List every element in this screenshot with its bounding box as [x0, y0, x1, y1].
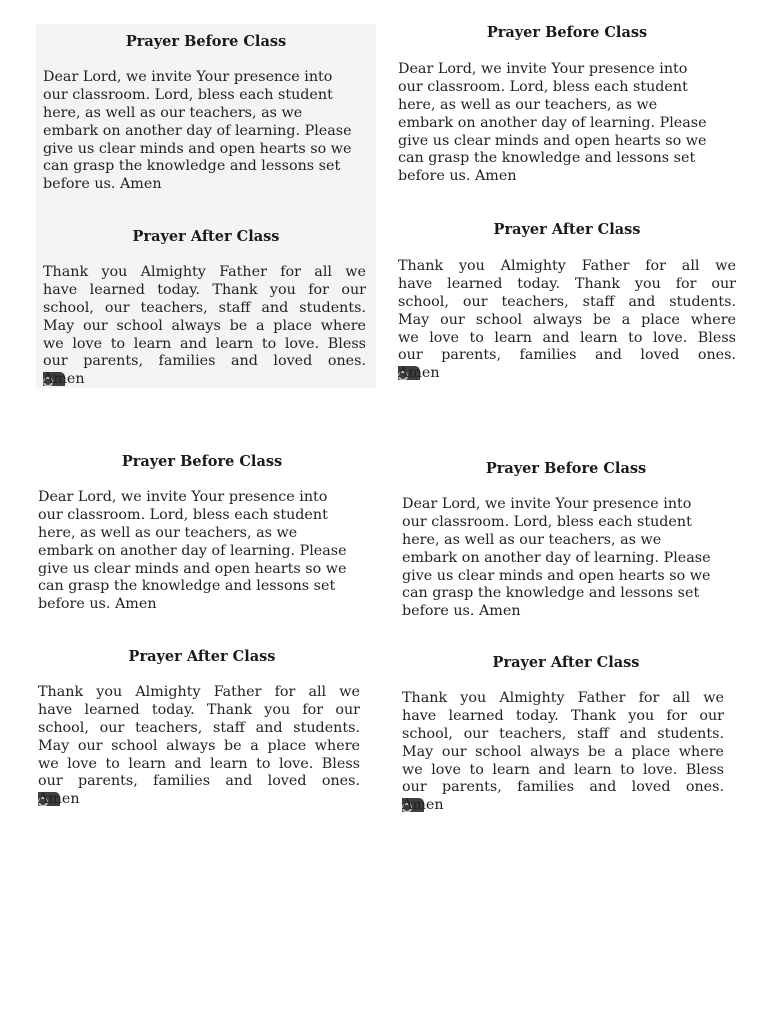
prayer-before-class-title: Prayer Before Class	[121, 453, 283, 470]
text-line: have learned today. Thank you for our	[43, 281, 366, 298]
prayer-after-class-text	[38, 684, 360, 809]
text-line: have learned today. Thank you for our	[38, 701, 360, 718]
text-line: give us clear minds and open hearts so we	[43, 140, 352, 157]
text-line: we love to learn and learn to love. Bless	[38, 755, 360, 772]
prayer-card-bottom-left	[32, 444, 372, 812]
text-line: here, as well as our teachers, as we	[38, 524, 298, 541]
amen-line	[402, 797, 724, 815]
text-line: embark on another day of learning. Please	[402, 549, 711, 566]
text-line: Thank you Almighty Father for all we	[43, 264, 366, 280]
text-line: May our school always be a place where	[398, 311, 736, 328]
text-line: give us clear minds and open hearts so we	[38, 560, 347, 577]
text-line: embark on another day of learning. Please	[43, 122, 352, 139]
amen-text: Amen	[43, 371, 85, 388]
text-line: our parents, families and loved ones.	[38, 773, 360, 790]
text-line: May our school always be a place where	[38, 737, 360, 754]
amen-line	[38, 791, 360, 809]
text-line: here, as well as our teachers, as we	[398, 96, 658, 113]
prayer-after-class-title: Prayer After Class	[493, 221, 641, 238]
prayer-card-top-right	[392, 16, 742, 388]
text-line: May our school always be a place where	[43, 317, 366, 334]
text-line: our parents, families and loved ones.	[398, 347, 736, 364]
text-line: school, our teachers, staff and students.	[398, 293, 736, 310]
text-line: Thank you Almighty Father for all we	[402, 690, 724, 706]
prayer-before-class-text	[38, 489, 368, 614]
text-line: before us. Amen	[43, 176, 162, 193]
prayer-after-class-text	[398, 258, 736, 383]
text-line: here, as well as our teachers, as we	[402, 531, 662, 548]
prayer-after-class-title: Prayer After Class	[492, 654, 640, 671]
text-line: Dear Lord, we invite Your presence into	[398, 61, 688, 77]
text-line: embark on another day of learning. Please	[38, 542, 347, 559]
prayer-before-class-text	[398, 61, 738, 186]
amen-text: Amen	[38, 791, 80, 808]
text-line: embark on another day of learning. Please	[398, 114, 707, 131]
text-line: can grasp the knowledge and lessons set	[43, 158, 341, 175]
prayer-card-bottom-right	[396, 452, 736, 822]
text-line: Dear Lord, we invite Your presence into	[38, 489, 328, 505]
text-line: Thank you Almighty Father for all we	[38, 684, 360, 700]
text-line: Dear Lord, we invite Your presence into	[402, 496, 692, 512]
text-line: can grasp the knowledge and lessons set	[398, 150, 696, 167]
text-line: May our school always be a place where	[402, 743, 724, 760]
text-line: give us clear minds and open hearts so we	[398, 132, 707, 149]
amen-line	[398, 365, 736, 383]
text-line: have learned today. Thank you for our	[398, 275, 736, 292]
amen-text: Amen	[398, 365, 440, 382]
prayer-after-class-text	[43, 264, 366, 389]
text-line: can grasp the knowledge and lessons set	[38, 578, 336, 595]
prayer-before-class-text	[402, 496, 732, 621]
prayer-before-class-title: Prayer Before Class	[485, 460, 647, 477]
prayer-before-class-title: Prayer Before Class	[125, 33, 287, 50]
text-line: our parents, families and loved ones.	[402, 779, 724, 796]
text-line: before us. Amen	[402, 603, 521, 620]
text-line: give us clear minds and open hearts so we	[402, 567, 711, 584]
prayer-before-class-text	[43, 69, 371, 194]
amen-text: Amen	[402, 797, 444, 814]
text-line: school, our teachers, staff and students.	[43, 299, 366, 316]
text-line: we love to learn and learn to love. Bless	[398, 329, 736, 346]
text-line: our classroom. Lord, bless each student	[402, 513, 692, 530]
prayer-card-top-left	[36, 24, 376, 388]
text-line: here, as well as our teachers, as we	[43, 104, 303, 121]
text-line: our classroom. Lord, bless each student	[398, 78, 688, 95]
text-line: Dear Lord, we invite Your presence into	[43, 69, 333, 85]
prayer-before-class-title: Prayer Before Class	[486, 24, 648, 41]
text-line: our parents, families and loved ones.	[43, 353, 366, 370]
text-line: before us. Amen	[398, 168, 517, 185]
text-line: we love to learn and learn to love. Bless	[402, 761, 724, 778]
text-line: before us. Amen	[38, 596, 157, 613]
text-line: we love to learn and learn to love. Bless	[43, 335, 366, 352]
prayer-after-class-text	[402, 690, 724, 815]
amen-line	[43, 371, 366, 389]
text-line: school, our teachers, staff and students.	[38, 719, 360, 736]
prayer-after-class-title: Prayer After Class	[128, 648, 276, 665]
text-line: school, our teachers, staff and students.	[402, 725, 724, 742]
text-line: our classroom. Lord, bless each student	[38, 506, 328, 523]
text-line: our classroom. Lord, bless each student	[43, 86, 333, 103]
text-line: Thank you Almighty Father for all we	[398, 258, 736, 274]
text-line: have learned today. Thank you for our	[402, 707, 724, 724]
text-line: can grasp the knowledge and lessons set	[402, 585, 700, 602]
prayer-after-class-title: Prayer After Class	[132, 228, 280, 245]
